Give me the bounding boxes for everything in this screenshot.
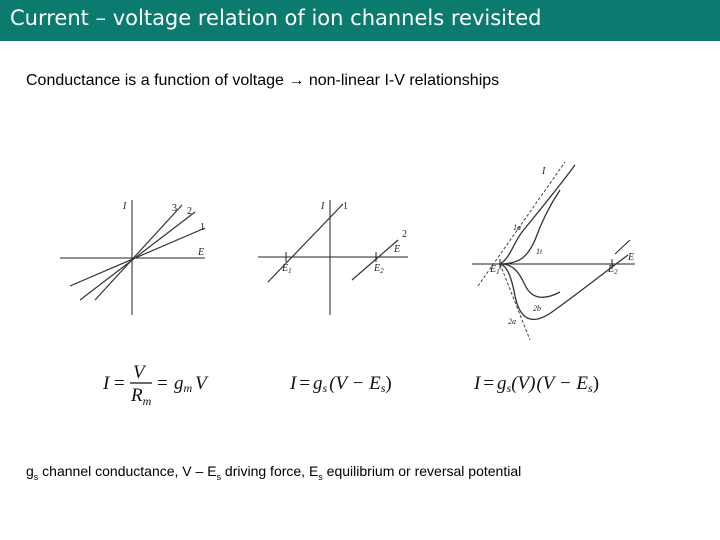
- eq1-numerator: V: [133, 362, 145, 383]
- label-1a: 1a: [513, 223, 521, 232]
- e2-label: $E_2$: [608, 264, 618, 276]
- eq1-denominator: $R_m$: [131, 385, 152, 408]
- footnote: [26, 463, 521, 482]
- label-2: 2: [187, 206, 192, 217]
- subtitle: Conductance is a function of voltage → non-linear I-V relationships: [26, 72, 500, 89]
- curve-1t: [500, 190, 560, 264]
- line-2: [352, 240, 401, 280]
- nonlinear-iv-plot: [472, 162, 635, 340]
- label-3: 3: [172, 203, 177, 214]
- equation-driving-force: [289, 373, 392, 395]
- dashed-lower: [500, 264, 530, 340]
- linear-iv-plot: [60, 200, 205, 315]
- label-2a: 2a: [508, 317, 516, 326]
- eq3-text: I = gs(V)(V − Es): [474, 373, 600, 395]
- footnote-part2: driving force, E: [221, 463, 319, 479]
- label-2b: 2b: [533, 304, 541, 313]
- label-2: 2: [402, 229, 407, 240]
- footnote-e-sub1: s: [216, 471, 222, 482]
- axis-e-label: E: [394, 244, 401, 255]
- eq1-gm-v: gm V: [174, 373, 207, 395]
- eq2-text: I = gs (V − Es): [290, 373, 392, 395]
- axis-e-label: E: [198, 247, 205, 258]
- line-2: [80, 212, 195, 300]
- axis-e-label: E: [628, 252, 635, 263]
- line-1: [70, 228, 205, 286]
- eq1-lhs: I: [103, 373, 110, 394]
- footnote-e-sub2: s: [318, 471, 323, 482]
- equation-voltage-dependent: [473, 373, 599, 395]
- label-1: 1: [200, 222, 205, 233]
- axis-i-label: I: [321, 201, 325, 212]
- eq1-equals-2: =: [157, 373, 168, 394]
- curve-2b: [500, 264, 560, 297]
- axis-i-label: I: [123, 201, 127, 212]
- label-1t: 1t: [536, 247, 543, 256]
- eq1-equals: =: [114, 373, 125, 394]
- offset-iv-plot: [258, 200, 408, 315]
- footnote-g: g: [26, 463, 34, 479]
- equation-ohm: [102, 362, 209, 408]
- line-1: [268, 204, 343, 282]
- e1-label: $E_1$: [490, 264, 500, 276]
- footnote-part3: equilibrium or reversal potential: [322, 463, 522, 479]
- slide-title: Current – voltage relation of ion channels revisited: [10, 6, 542, 30]
- axis-i-label: I: [542, 166, 546, 177]
- e2-label: $E_2$: [374, 263, 384, 275]
- e1-label: $E_1$: [282, 263, 292, 275]
- line-3: [95, 205, 182, 300]
- footnote-g-sub: s: [33, 471, 39, 482]
- label-1: 1: [343, 201, 348, 212]
- footnote-part1: channel conductance, V – E: [38, 463, 217, 479]
